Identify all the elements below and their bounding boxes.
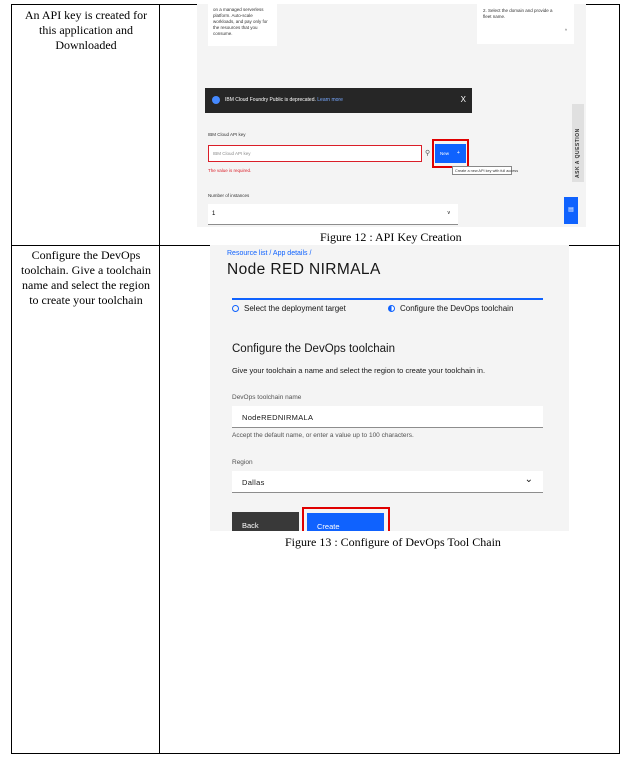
step-label: Configure the DevOps toolchain bbox=[400, 304, 514, 313]
banner-message: IBM Cloud Foundry Public is deprecated. bbox=[225, 97, 316, 103]
progress-indicator bbox=[232, 298, 543, 300]
toolchain-name-value: NodeREDNIRMALA bbox=[242, 413, 314, 422]
serverless-info-text: on a managed serverless platform. Auto-scale workloads, and pay only for the resources that you consume. bbox=[213, 7, 268, 36]
api-key-placeholder: IBM Cloud API key bbox=[213, 151, 251, 156]
new-key-tooltip: Create a new API key with full access bbox=[452, 166, 512, 175]
figure-13-screenshot bbox=[210, 245, 569, 531]
steps-card-text: 2. Select the domain and provide a fleet name. bbox=[483, 8, 553, 19]
highlight-box bbox=[302, 507, 390, 531]
breadcrumb[interactable]: Resource list / App details / bbox=[227, 250, 312, 257]
learn-more-link[interactable]: Learn more bbox=[317, 97, 343, 103]
api-key-label: IBM Cloud API key bbox=[208, 132, 246, 137]
instances-value: 1 bbox=[212, 211, 216, 217]
figure-12-screenshot bbox=[197, 4, 586, 227]
step-select-target[interactable] bbox=[232, 304, 346, 313]
ask-question-label: ASK A QUESTION bbox=[575, 128, 581, 178]
back-button-label: Back bbox=[242, 521, 259, 530]
toolchain-name-label: DevOps toolchain name bbox=[232, 394, 302, 401]
column-divider bbox=[159, 5, 160, 753]
toolchain-name-input[interactable] bbox=[232, 406, 543, 428]
plus-icon: + bbox=[456, 150, 460, 156]
highlight-box bbox=[432, 139, 469, 168]
chevron-down-icon: ⌄ bbox=[524, 474, 533, 485]
region-select[interactable] bbox=[232, 471, 543, 493]
checkmark-icon bbox=[232, 305, 239, 312]
section-heading: Configure the DevOps toolchain bbox=[232, 343, 396, 355]
steps-card bbox=[477, 4, 574, 44]
page-title: Node RED NIRMALA bbox=[227, 261, 381, 278]
create-button-label: Create bbox=[317, 522, 340, 531]
key-icon[interactable]: ⚲ bbox=[425, 150, 431, 157]
figure-12-caption: Figure 12 : API Key Creation bbox=[320, 230, 462, 244]
region-label: Region bbox=[232, 459, 253, 466]
instances-select[interactable] bbox=[208, 204, 458, 225]
chevron-down-icon: v bbox=[447, 210, 450, 216]
row-2-description: Configure the DevOps toolchain. Give a toolchain name and select the region to create your toolchain bbox=[21, 248, 151, 307]
in-progress-icon bbox=[388, 305, 395, 312]
toolchain-name-helper: Accept the default name, or enter a value up to 100 characters. bbox=[232, 432, 414, 439]
error-message: The value is required. bbox=[208, 168, 252, 173]
step-label: Select the deployment target bbox=[244, 304, 346, 313]
section-description: Give your toolchain a name and select the region to create your toolchain in. bbox=[232, 366, 486, 375]
ask-question-tab[interactable] bbox=[572, 104, 584, 182]
api-key-input[interactable] bbox=[208, 145, 422, 162]
close-icon[interactable]: X bbox=[460, 95, 466, 104]
step-configure-toolchain[interactable] bbox=[388, 304, 513, 313]
serverless-info-card bbox=[208, 4, 277, 46]
instances-label: Number of instances bbox=[208, 193, 250, 198]
region-value: Dallas bbox=[242, 478, 265, 487]
collapse-chevron-icon[interactable]: ^ bbox=[564, 28, 567, 33]
figure-13-caption: Figure 13 : Configure of DevOps Tool Chain bbox=[285, 535, 501, 549]
info-icon bbox=[212, 96, 220, 104]
deprecation-banner bbox=[205, 88, 472, 113]
chat-icon[interactable]: ▤ bbox=[564, 197, 578, 224]
new-button-label: New bbox=[440, 151, 450, 156]
back-button[interactable] bbox=[232, 512, 299, 531]
row-1-description: An API key is created for this application and Downloaded bbox=[24, 8, 148, 52]
